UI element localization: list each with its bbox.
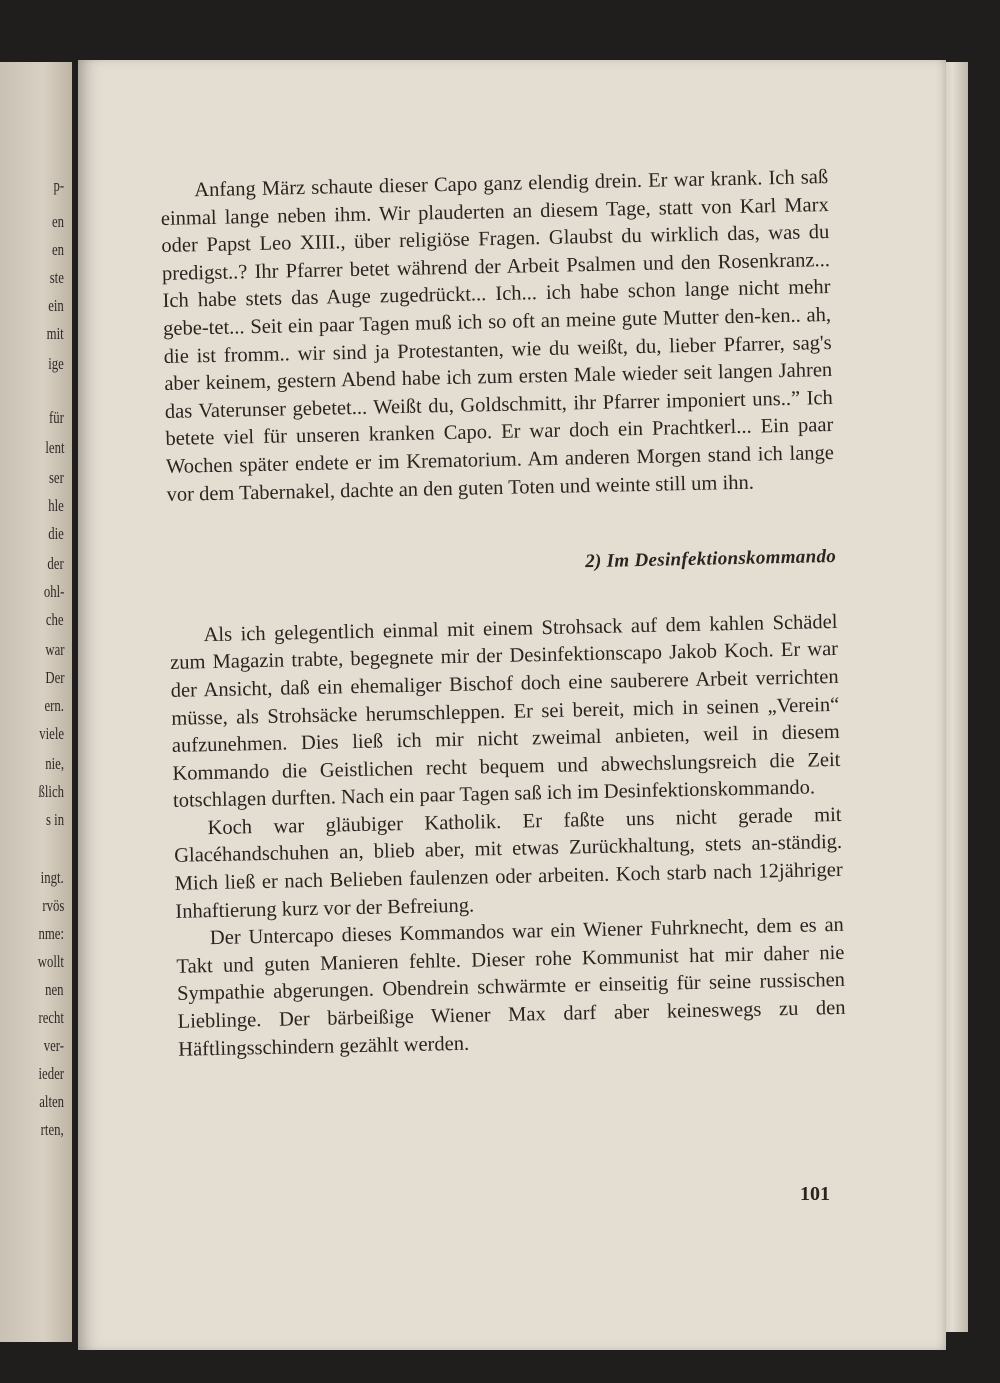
left-page-fragment: rten, [40, 1120, 64, 1139]
left-page-fragment: nie, [45, 754, 64, 773]
left-page-fragment: nme: [38, 924, 64, 943]
left-page-fragment: che [46, 610, 64, 629]
left-page-fragment: ohl- [43, 582, 64, 601]
left-page-fragment: die [48, 524, 64, 543]
left-page-fragment: s in [45, 810, 64, 829]
left-page-edge [0, 62, 72, 1342]
paragraph: Koch war gläubiger Katholik. Er faßte uns nicht gerade mit Glacéhandschuhen an, blieb aber, mit etwas Zurückhaltung, stets an-ständig. Mich ließ er nach Belieben faulenzen oder arbeiten. Koch starb nach 12jähriger Inhaftierung kurz vor der Befreiung. [173, 803, 843, 923]
left-page-fragment: nen [45, 980, 64, 999]
left-page-fragment: rvös [42, 896, 64, 915]
left-page-fragment: recht [38, 1008, 64, 1027]
left-page-fragment: ser [49, 468, 64, 487]
left-page-fragment: ein [48, 296, 64, 315]
left-page-fragment: für [49, 408, 64, 427]
left-page-fragment: en [51, 212, 64, 231]
left-page-fragment: Der [44, 668, 64, 687]
left-page-fragment: lent [44, 438, 64, 457]
paragraph: Als ich gelegentlich einmal mit einem Strohsack auf dem kahlen Schädel zum Magazin trabte, begegnete mir der Desinfektionscapo Jakob Koch. Er war der Ansicht, daß ein ehemaliger Bischof doch eine sauberere Arbeit verrichten müsse, als Strohsäcke herumschleppen. Er sei bereit, mich in seinen „Verein“ aufzunehmen. Dies ließ ich mir nicht zweimal anbieten, weil in diesem Kommando die Geistlichen recht bequem und abwechslungsreich die Zeit totschlagen durften. Nach ein paar Tagen saß ich im Desinfektionskommando. [169, 610, 841, 813]
left-page-fragment: wollt [37, 952, 64, 971]
page-number: 101 [800, 1183, 830, 1205]
page-text-block [160, 164, 846, 1064]
left-page-fragment: der [47, 554, 64, 573]
left-page-fragment: ste [49, 268, 64, 287]
left-page-fragment: viele [39, 724, 64, 743]
section-heading: 2) Im Desinfektionskommando [585, 546, 837, 573]
left-page-fragment: p- [53, 176, 64, 195]
left-page-fragment: ern. [44, 696, 64, 715]
left-page-fragment: hle [48, 496, 64, 515]
left-page-fragment: ver- [43, 1036, 64, 1055]
left-page-fragment: mit [46, 324, 64, 343]
paragraph: Der Untercapo dieses Kommandos war ein Wiener Fuhrknecht, dem es an Takt und guten Manieren fehlte. Dieser rohe Kommunist hat mir daher nie Sympathie abgerungen. Obendrein schwärmte er einseitig für seine russischen Lieblinge. Der bärbeißige Wiener Max darf aber keineswegs zu den Häftlingsschindern gezählt werden. [176, 914, 846, 1061]
book-page [78, 60, 946, 1350]
left-page-fragment: ßlich [38, 782, 64, 801]
left-page-fragment: ingt. [40, 868, 64, 887]
left-page-fragment: ieder [38, 1064, 64, 1083]
left-page-fragment: alten [39, 1092, 64, 1111]
left-page-fragment: en [51, 240, 64, 259]
paragraph: Anfang März schaute dieser Capo ganz elendig drein. Er war krank. Ich saß einmal lange neben ihm. Wir plauderten an diesem Tage, statt von Karl Marx oder Papst Leo XIII., über religiöse Fragen. Glaubst du wirklich das, was du predigst..? Ihr Pfarrer betet während der Arbeit Psalmen und den Rosenkranz... Ich habe stets das Auge zugedrückt... Ich... ich habe schon lange nicht mehr gebe-tet... Seit ein paar Tagen muß ich so oft an meine gute Mutter den-ken.. ah, die ist fromm.. wir sind ja Protestanten, wie du weißt, du, lieber Pfarrer, sag's aber keinem, gestern Abend habe ich zum ersten Male wieder seit langen Jahren das Vaterunser gebetet... Weißt du, Goldschmitt, ihr Pfarrer imponiert uns..” Ich betete viel für unseren kranken Capo. Er war doch ein Prachtkerl... Ein paar Wochen später endete er im Krematorium. Am anderen Morgen stand ich lange vor dem Tabernakel, dachte an den guten Toten und weinte still um ihn. [160, 166, 835, 506]
left-page-fragment: ige [48, 354, 64, 373]
left-page-fragment: war [44, 640, 64, 659]
